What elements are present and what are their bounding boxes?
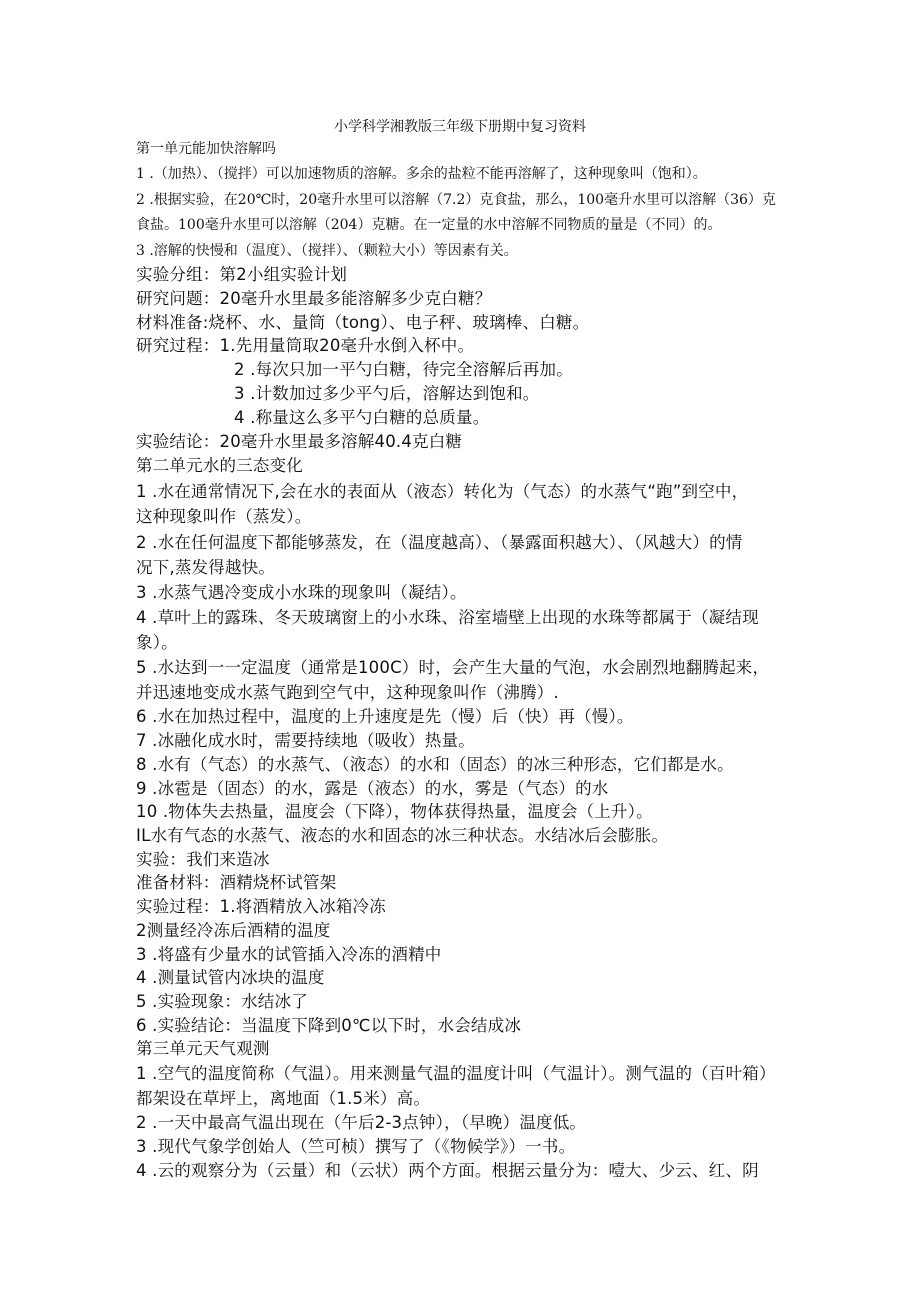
text-line: 研究问题：20毫升水里最多能溶解多少克白糖？ xyxy=(136,289,492,308)
text-line: 都架设在草坪上，离地面（1.5米）高。 xyxy=(136,1089,431,1108)
text-line: 8 .水有（气态）的水蒸气、（液态）的水和（固态）的冰三种形态，它们都是水。 xyxy=(136,755,734,774)
text-line: 况下,蒸发得越快。 xyxy=(136,558,276,577)
text-line: 7 .冰融化成水时，需要持续地（吸收）热量。 xyxy=(136,731,475,750)
text-line: 材料准备:烧杯、水、量筒（tong）、电子秤、玻璃棒、白糖。 xyxy=(136,313,590,332)
unit-1-heading: 第一单元能加快溶解吗 xyxy=(136,141,276,157)
text-line: 2 .根据实验，在20℃时，20毫升水里可以溶解（7.2）克食盐，那么，100毫升水里可以溶解（36）克 xyxy=(136,192,776,208)
text-line: 1 .空气的温度简称（气温）。用来测量气温的温度计叫（气温计）。测气温的（百叶箱） xyxy=(136,1064,776,1083)
text-line: 研究过程：1.先用量筒取20毫升水倒入杯中。 xyxy=(136,336,475,355)
document-title: 小学科学湘教版三年级下册期中复习资料 xyxy=(334,119,586,135)
text-line: 象）。 xyxy=(136,633,178,652)
text-line: 3 .水蒸气遇冷变成小水珠的现象叫（凝结）。 xyxy=(136,583,467,602)
unit-3-heading: 第三单元天气观测 xyxy=(136,1039,270,1058)
text-line: 实验分组：第2小组实验计划 xyxy=(136,265,348,284)
text-line: 6 .实验结论：当温度下降到0℃以下时，水会结成冰 xyxy=(136,1016,522,1035)
unit-2-heading: 第二单元水的三态变化 xyxy=(136,456,303,475)
text-line: 4 .测量试管内冰块的温度 xyxy=(136,968,325,987)
text-line: 并迅速地变成水蒸气跑到空气中，这种现象叫作（沸腾）. xyxy=(136,683,559,702)
text-line: 3 .计数加过多少平勺后，溶解达到饱和。 xyxy=(234,384,540,403)
text-line: 5 .实验现象：水结冰了 xyxy=(136,992,308,1011)
text-line: 3 .将盛有少量水的试管插入冷冻的酒精中 xyxy=(136,945,442,964)
text-line: 这种现象叫作（蒸发）。 xyxy=(136,507,312,526)
text-line: IL水有气态的水蒸气、液态的水和固态的冰三种状态。水结冰后会膨胀。 xyxy=(136,826,669,845)
text-line: 2测量经冷冻后酒精的温度 xyxy=(136,921,331,940)
text-line: 1 .水在通常情况下,会在水的表面从（液态）转化为（气态）的水蒸气“跑”到空中， xyxy=(136,482,749,501)
text-line: 5 .水达到一一定温度（通常是100C）时，会产生大量的气泡，水会剧烈地翻腾起来， xyxy=(136,658,770,677)
text-line: 实验：我们来造冰 xyxy=(136,850,270,869)
text-line: 6 .水在加热过程中，温度的上升速度是先（慢）后（快）再（慢）。 xyxy=(136,707,634,726)
text-line: 1 .（加热）、（搅拌）可以加速物质的溶解。多余的盐粒不能再溶解了，这种现象叫（饱和）。 xyxy=(136,166,707,182)
text-line: 9 .冰雹是（固态）的水，露是（液态）的水，雾是（气态）的水 xyxy=(136,779,609,798)
text-line: 3 .现代气象学创始人（竺可桢）撰写了（《物候学》）一书。 xyxy=(136,1137,576,1156)
text-line: 实验结论：20毫升水里最多溶解40.4克白糖 xyxy=(136,432,463,451)
text-line: 2 .一天中最高气温出现在（午后2-3点钟），（早晚）温度低。 xyxy=(136,1113,587,1132)
text-line: 准备材料：酒精烧杯试管架 xyxy=(136,873,337,892)
text-line: 2 .每次只加一平勺白糖，待完全溶解后再加。 xyxy=(234,360,573,379)
text-line: 3 .溶解的快慢和（温度）、（搅拌）、（颗粒大小）等因素有关。 xyxy=(136,243,518,259)
text-line: 10 .物体失去热量，温度会（下降），物体获得热量，温度会（上升）。 xyxy=(136,802,653,821)
text-line: 食盐。100毫升水里可以溶解（204）克糖。在一定量的水中溶解不同物质的量是（不同）的。 xyxy=(136,217,722,233)
text-line: 4 .云的观察分为（云量）和（云状）两个方面。根据云量分为：噎大、少云、红、阴 xyxy=(136,1161,759,1180)
text-line: 2 .水在任何温度下都能够蒸发，在（温度越高）、（暴露面积越大）、（风越大）的情 xyxy=(136,533,743,552)
text-line: 实验过程：1.将酒精放入冰箱冷冻 xyxy=(136,897,386,916)
text-line: 4 .称量这么多平勺白糖的总质量。 xyxy=(234,408,490,427)
text-line: 4 .草叶上的露珠、冬天玻璃窗上的小水珠、浴室墙壁上出现的水珠等都属于（凝结现 xyxy=(136,608,759,627)
